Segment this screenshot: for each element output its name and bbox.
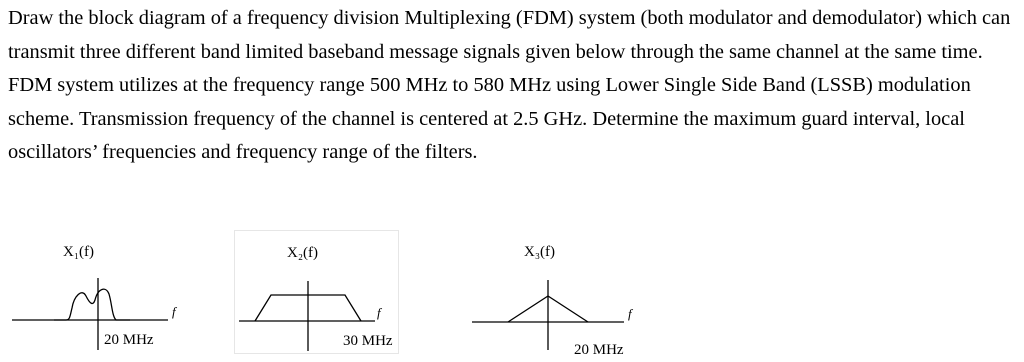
spectrum-x2-title: X₂(f) bbox=[287, 245, 319, 261]
spectrum-x3-panel bbox=[468, 230, 648, 358]
spectrum-x3-plot bbox=[468, 230, 648, 358]
spectrum-x1-plot bbox=[8, 230, 183, 352]
spectrum-x1-title: X₁(f) bbox=[63, 244, 95, 260]
spectrum-x2-bandwidth: 30 MHz bbox=[343, 333, 393, 349]
spectrum-x1-bandwidth: 20 MHz bbox=[104, 332, 154, 348]
spectrum-x2-panel bbox=[234, 230, 399, 354]
message-spectra bbox=[0, 222, 1024, 362]
spectrum-x3-bandwidth: 20 MHz bbox=[574, 342, 624, 358]
spectrum-x3-title: X₃(f) bbox=[524, 244, 556, 260]
spectrum-x3-f-label: f bbox=[628, 306, 632, 321]
spectrum-x1-curve bbox=[54, 289, 130, 320]
spectrum-x2-plot bbox=[235, 231, 400, 355]
spectrum-x1-f-label: f bbox=[172, 304, 176, 319]
spectrum-x2-f-label: f bbox=[377, 305, 381, 320]
spectrum-x1-panel bbox=[8, 230, 183, 352]
question-text: Draw the block diagram of a frequency division Multiplexing (FDM) system (both modulator and demodulator) which can transmit three different band limited baseband message signals given below through the same channel at the same time. FDM system utilizes at the frequency range 500 MHz to 580 MHz using Lower Single Side Band (LSSB) modulation scheme. Transmission frequency of the channel is centered at 2.5 GHz. Determine the maximum guard interval, local oscillators’ frequencies and frequency range of the filters. bbox=[8, 7, 1011, 164]
